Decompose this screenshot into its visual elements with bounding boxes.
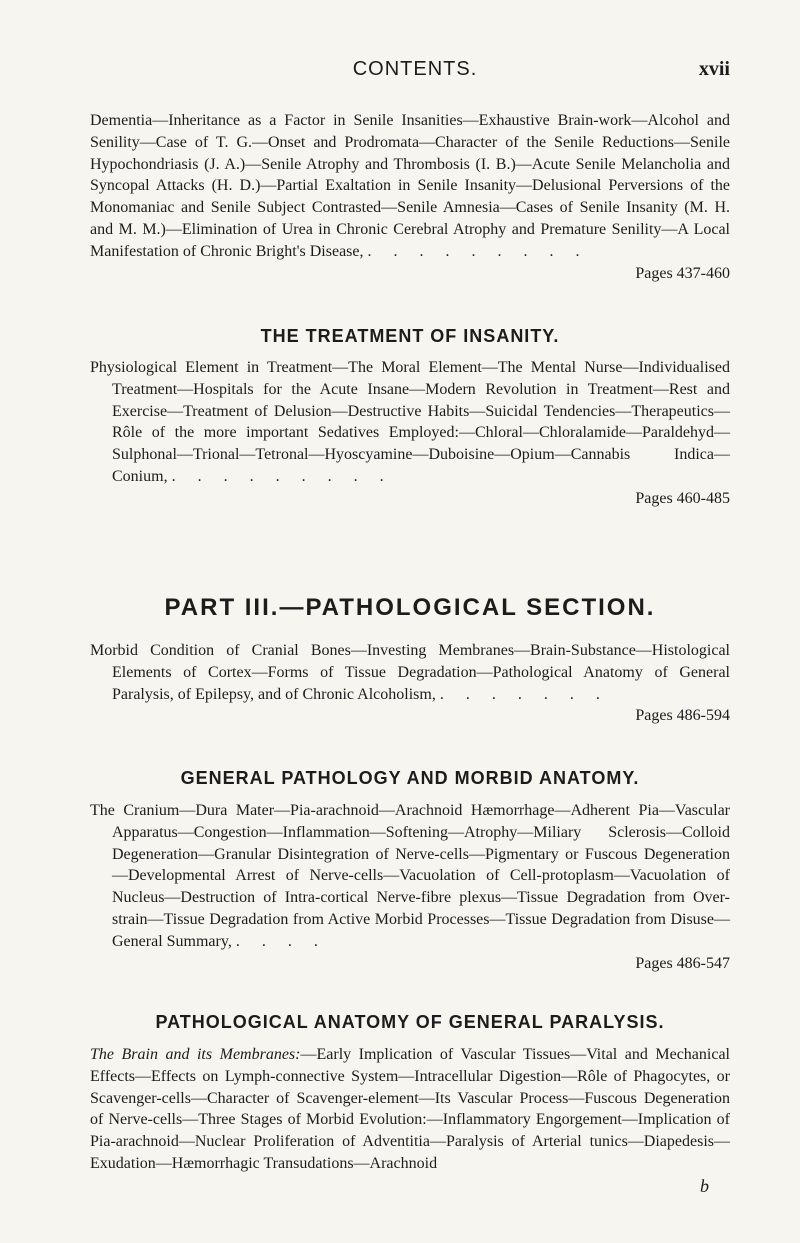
general-paralysis-heading: PATHOLOGICAL ANATOMY OF GENERAL PARALYSIS. [155, 1012, 665, 1032]
signature-mark: b [700, 1176, 709, 1196]
general-paralysis-entry [90, 1044, 730, 1175]
dementia-text: Dementia—Inheritance as a Factor in Senile Insanities—Exhaustive Brain-work—Alcohol and Senility—Case of T. G.—Onset and Prodromata—Character of the Senile Reductions—Senile Hypochondriasis (J. A.)—Senile Atrophy and Thrombosis (I. B.)—Acute Senile Melancholia and Syncopal Attacks (H. D.)—Partial Exaltation in Senile Insanity—Delusional Perversions of the Monomaniac and Senile Subject Contrasted—Senile Amnesia—Cases of Senile Insanity (M. H. and M. M.)—Elimination of Urea in Chronic Cerebral Atrophy and Premature Senility—A Local Manifestation of Chronic Bright's Disease, [90, 112, 730, 260]
general-paralysis-lead: The Brain and its Membranes: [90, 1046, 301, 1063]
treatment-pages: Pages 460-485 [635, 489, 730, 507]
part-three-entry [90, 640, 730, 727]
leader-dots: . . . . . . . . . [171, 467, 393, 485]
dementia-entry [90, 110, 730, 284]
running-head [100, 58, 730, 98]
general-paralysis-text: —Early Implication of Vascular Tissues—Vital and Mechanical Effects—Effects on Lymph-connective System—Intracellular Digestion—Rôle of Phagocytes, or Scavenger-cells—Character of Scavenger-element—Its Vascular Process—Fuscous Degeneration of Nerve-cells—Three Stages of Morbid Evolution:—Inflammatory Engorgement—Implication of Pia-arachnoid—Nuclear Proliferation of Adventitia—Paralysis of Arterial tunics—Diapedesis—Exudation—Hæmorrhagic Transudations—Arachnoid [90, 1046, 730, 1172]
leader-dots: . . . . . . . [439, 685, 609, 703]
general-pathology-pages: Pages 486-547 [635, 954, 730, 972]
part-three-text: Morbid Condition of Cranial Bones—Investing Membranes—Brain-Substance—Histological Elements of Cortex—Forms of Tissue Degradation—Pathological Anatomy of General Paralysis, of Epilepsy, and of Chronic Alcoholism, [90, 642, 730, 703]
part-three-heading: PART III.—PATHOLOGICAL SECTION. [164, 594, 656, 621]
general-pathology-heading: GENERAL PATHOLOGY AND MORBID ANATOMY. [180, 768, 640, 788]
dementia-pages: Pages 437-460 [635, 264, 730, 282]
treatment-heading: THE TREATMENT OF INSANITY. [260, 326, 560, 346]
treatment-text: Physiological Element in Treatment—The Moral Element—The Mental Nurse—Individualised Treatment—Hospitals for the Acute Insane—Modern Revolution in Treatment—Rest and Exercise—Treatment of Delusion—Destructive Habits—Suicidal Tendencies—Therapeutics—Rôle of the more important Sedatives Employed:—Chloral—Chloralamide—Paraldehyd—Sulphonal—Trional—Tetronal—Hyoscyamine—Duboisine—Opium—Cannabis Indica—Conium, [90, 359, 730, 485]
general-pathology-text: The Cranium—Dura Mater—Pia-arachnoid—Arachnoid Hæmorrhage—Adherent Pia—Vascular Apparatus—Congestion—Inflammation—Softening—Atrophy—Miliary Sclerosis—Colloid Degeneration—Granular Disintegration of Nerve-cells—Pigmentary or Fuscous Degeneration—Developmental Arrest of Nerve-cells—Vacuolation of Cell-protoplasm—Vacuolation of Nucleus—Destruction of Intra-cortical Nerve-fibre plexus—Tissue Degradation from Over-strain—Tissue Degradation from Active Morbid Processes—Tissue Degradation from Disuse—General Summary, [90, 802, 730, 950]
part-three-pages: Pages 486-594 [635, 707, 730, 725]
general-pathology-entry [90, 800, 730, 974]
leader-dots: . . . . . . . . . [367, 242, 589, 260]
page-number: xvii [698, 58, 730, 80]
running-head-title: CONTENTS. [352, 58, 478, 80]
treatment-entry [90, 357, 730, 510]
leader-dots: . . . . [235, 932, 327, 950]
